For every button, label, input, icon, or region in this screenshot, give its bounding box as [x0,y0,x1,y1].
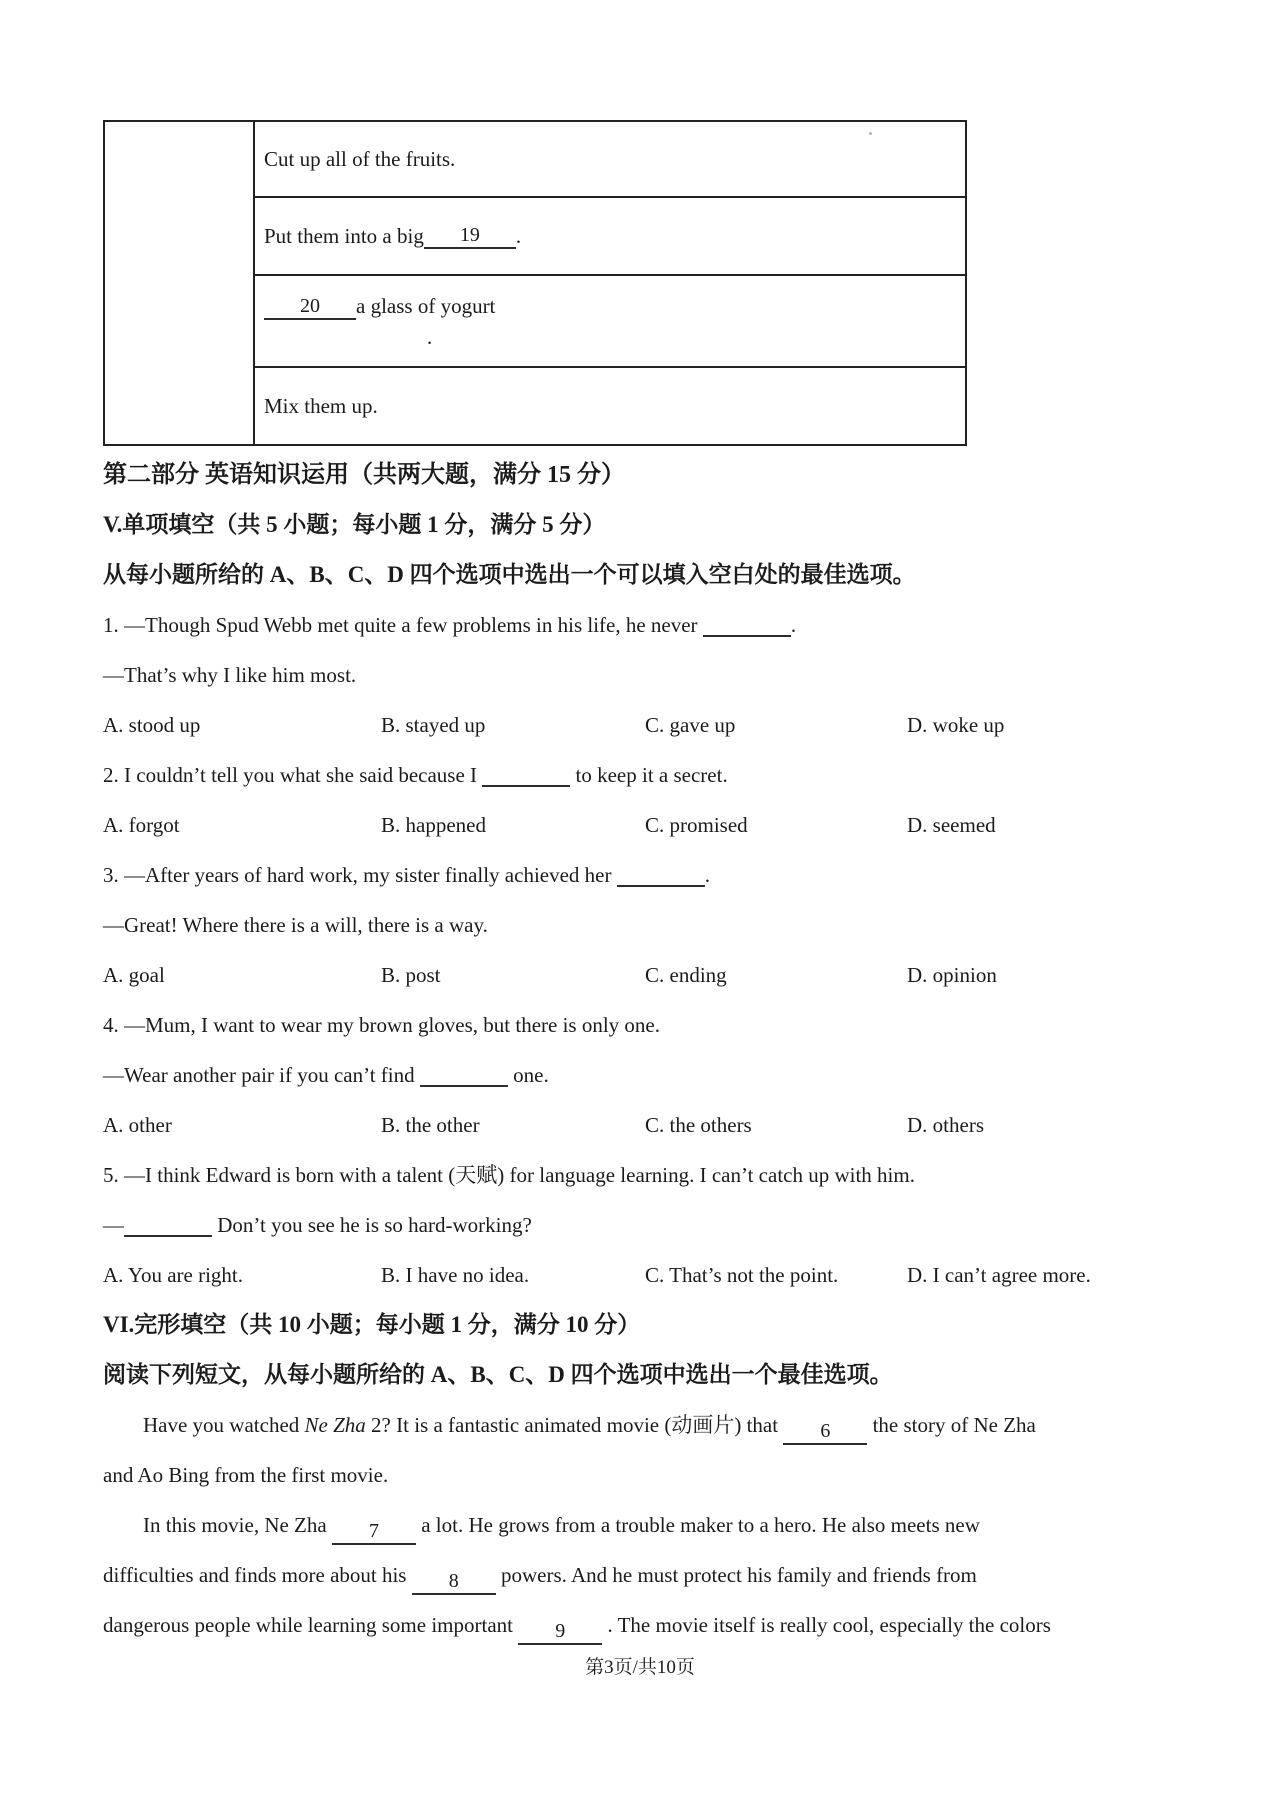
option-c: C. the others [645,1113,752,1137]
question-text: 3. —After years of hard work, my sister finally achieved her [103,863,617,887]
question-3-options [103,950,1177,1000]
page-number: 第3页/共10页 [585,1657,695,1678]
movie-title-italic: Ne Zha [304,1413,366,1437]
passage-text: dangerous people while learning some important [103,1613,519,1637]
option-c: C. That’s not the point. [645,1263,839,1287]
part2-heading: 第二部分 英语知识运用（共两大题，满分 15 分） [103,462,625,488]
exam-body [103,450,1177,1686]
table-left-cell [105,122,255,444]
passage-text: powers. And he must protect his family and friends from [495,1563,977,1587]
question-2-stem [103,750,1177,800]
cloze-line-5 [103,1600,1177,1650]
section-v-heading: V.单项填空（共 5 小题；每小题 1 分，满分 5 分） [103,512,606,537]
question-4-options [103,1100,1177,1150]
question-text: 1. —Though Spud Webb met quite a few problems in his life, he never [103,613,703,637]
cloze-blank-7: 7 [332,1519,416,1545]
passage-text: Have you watched [143,1413,305,1437]
table-row-blank-19 [255,198,965,276]
blank-20: 20 [264,294,356,320]
option-d: D. woke up [907,713,1005,737]
cloze-line-2: and Ao Bing from the first movie. [103,1463,389,1487]
passage-text: difficulties and finds more about his [103,1563,412,1587]
option-c: C. promised [645,813,748,837]
option-c: C. gave up [645,713,736,737]
option-a: A. stood up [103,713,201,737]
recipe-steps-table [103,120,967,446]
passage-text: a lot. He grows from a trouble maker to a hero. He also meets new [415,1513,980,1537]
table-row-mix [255,368,965,444]
question-text: . [704,863,710,887]
passage-text: the story of Ne Zha [867,1413,1036,1437]
question-3-reply: —Great! Where there is a will, there is a way. [103,913,488,937]
option-b: B. I have no idea. [381,1263,530,1287]
section-vi-instruction: 阅读下列短文，从每小题所给的 A、B、C、D 四个选项中选出一个最佳选项。 [103,1362,893,1387]
question-3-stem [103,850,1177,900]
option-b: B. happened [381,813,486,837]
option-d: D. seemed [907,813,996,837]
scan-artifact-dot [869,132,872,135]
question-1-options [103,700,1177,750]
cloze-blank-8: 8 [412,1569,496,1595]
cloze-line-4 [103,1550,1177,1600]
question-text: —Wear another pair if you can’t find [103,1063,420,1087]
cloze-blank-9: 9 [518,1619,602,1645]
table-cell-text: Mix them up. [264,393,378,418]
question-text: 2. I couldn’t tell you what she said because I [103,763,483,787]
question-2-options [103,800,1177,850]
question-1-stem [103,600,1177,650]
question-4-stem: 4. —Mum, I want to wear my brown gloves, but there is only one. [103,1013,660,1037]
option-b: B. stayed up [381,713,486,737]
option-b: B. the other [381,1113,480,1137]
question-5-reply [103,1200,1177,1250]
table-cell-text: Put them into a big [264,223,424,248]
question-text: one. [507,1063,549,1087]
table-row-cut-fruits [255,122,965,198]
question-1-reply: —That’s why I like him most. [103,663,357,687]
answer-blank [703,611,791,637]
table-row-blank-20 [255,276,965,368]
section-vi-heading: VI.完形填空（共 10 小题；每小题 1 分，满分 10 分） [103,1312,641,1337]
cloze-blank-6: 6 [783,1419,867,1445]
stray-period: . [427,325,433,349]
question-5-stem: 5. —I think Edward is born with a talent (天赋) for language learning. I can’t catch up with him. [103,1163,915,1187]
cloze-line-1 [103,1400,1177,1450]
question-text: . [790,613,797,637]
table-cell-text: a glass of yogurt [356,294,496,318]
option-d: D. opinion [907,963,997,987]
blank-19: 19 [424,223,516,249]
passage-text: In this movie, Ne Zha [143,1513,332,1537]
table-cell-text: . [515,223,522,248]
question-text: Don’t you see he is so hard-working? [212,1213,532,1237]
answer-blank [420,1061,508,1087]
option-d: D. others [907,1113,984,1137]
cloze-line-3 [103,1500,1177,1550]
option-a: A. other [103,1113,172,1137]
answer-blank [482,761,570,787]
option-d: D. I can’t agree more. [907,1263,1091,1287]
question-text: to keep it a secret. [570,763,728,787]
question-text: — [103,1213,124,1237]
option-b: B. post [381,963,441,987]
option-a: A. goal [103,963,165,987]
answer-blank [617,861,705,887]
option-c: C. ending [645,963,727,987]
question-5-options [103,1250,1177,1300]
question-4-reply [103,1050,1177,1100]
passage-text: . The movie itself is really cool, especially the colors [602,1613,1051,1637]
passage-text: 2? It is a fantastic animated movie (动画片) that [365,1413,784,1437]
table-cell-text: Cut up all of the fruits. [264,146,456,171]
option-a: A. forgot [103,813,180,837]
answer-blank [124,1211,212,1237]
option-a: A. You are right. [103,1263,243,1287]
section-v-instruction: 从每小题所给的 A、B、C、D 四个选项中选出一个可以填入空白处的最佳选项。 [103,562,916,587]
